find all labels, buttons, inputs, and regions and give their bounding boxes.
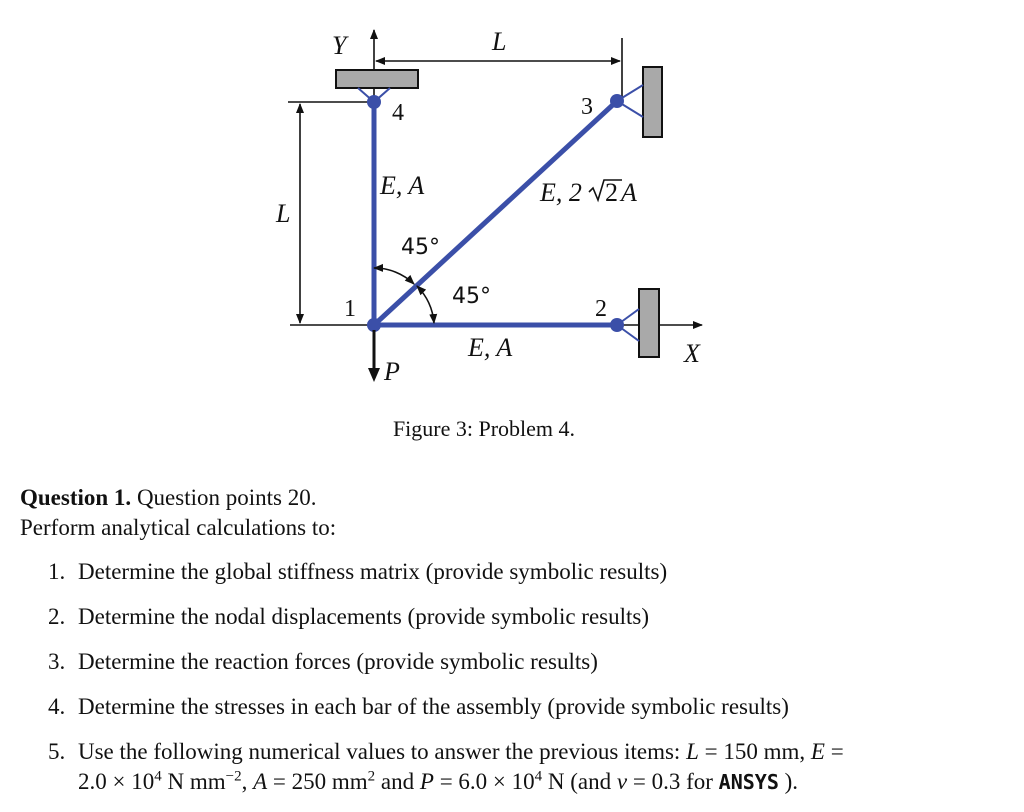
item5-E-exponent: 4: [154, 768, 162, 785]
node-1-label: 1: [344, 296, 356, 322]
node-2-label: 2: [595, 296, 607, 322]
node-4-label: 4: [392, 100, 404, 126]
list-item-number: 3.: [48, 649, 66, 674]
bar-horizontal-label: E, A: [468, 333, 513, 362]
svg-text:E, 2: E, 2: [540, 178, 582, 207]
item5-nu-symbol: ν: [616, 769, 628, 794]
question-intro: Perform analytical calculations to:: [20, 515, 337, 540]
item5-E-unit-exponent: −2: [225, 768, 242, 785]
item5-A-exponent: 2: [367, 768, 376, 785]
list-item-numerical-values: [20, 737, 1010, 797]
figure-caption: Figure 3: Problem 4.: [392, 416, 576, 441]
dimension-left: [275, 102, 372, 323]
y-axis-label: Y: [332, 31, 347, 60]
question-list: [20, 557, 1010, 797]
list-item: [20, 557, 1010, 587]
item5-A-value: = 250 mm: [267, 769, 368, 794]
x-axis-label: X: [684, 339, 700, 368]
load-p: [368, 330, 400, 386]
list-item-text: Determine the stresses in each bar of the assembly (provide symbolic results): [78, 694, 789, 719]
load-p-label: P: [384, 357, 400, 386]
item5-ansys: ANSYS: [718, 770, 779, 794]
question-title: Question 1.: [20, 485, 132, 510]
list-item-text: Determine the nodal displacements (provide symbolic results): [78, 604, 650, 629]
node-4: [367, 95, 381, 109]
item5-E-unit: N mm: [161, 769, 226, 794]
list-item-text: Determine the reaction forces (provide symbolic results): [78, 649, 598, 674]
list-item-text: Determine the global stiffness matrix (provide symbolic results): [78, 559, 668, 584]
item5-E-equals: =: [824, 739, 844, 764]
node-1: [367, 318, 381, 332]
item5-L-value: = 150 mm,: [698, 739, 811, 764]
question-header: [20, 483, 1010, 513]
item5-L-symbol: L: [686, 739, 699, 764]
angle-lower: [417, 284, 491, 323]
list-item-number: 2.: [48, 604, 66, 629]
list-item: [20, 602, 1010, 632]
list-item: [20, 647, 1010, 677]
dimension-left-label: L: [276, 199, 291, 228]
item5-E-symbol: E: [810, 739, 825, 764]
item5-nu-value: = 0.3 for: [627, 769, 719, 794]
list-item: [20, 692, 1010, 722]
item5-P-exponent: 4: [534, 768, 543, 785]
item5-and: and: [375, 769, 420, 794]
list-item-number: 5.: [48, 739, 66, 764]
node-2: [610, 318, 624, 332]
item5-P-value: = 6.0 × 10: [433, 769, 535, 794]
item5-end: ).: [778, 769, 799, 794]
dimension-top: [376, 27, 622, 102]
node-3: [610, 94, 624, 108]
dimension-top-label: L: [492, 27, 507, 56]
bar-diagonal-suffix: A: [621, 178, 637, 207]
item5-E-value: 2.0 × 10: [78, 769, 155, 794]
bar-diagonal: [374, 101, 617, 325]
bar-vertical-label: E, A: [380, 171, 425, 200]
question-block: [20, 483, 1010, 812]
angle-upper-label: 45°: [401, 235, 440, 260]
item5-text: Use the following numerical values to answer the previous items:: [78, 739, 687, 764]
item5-P-symbol: P: [419, 769, 434, 794]
item5-separator: ,: [241, 769, 254, 794]
bar-diagonal-label: [539, 178, 637, 207]
list-item-number: 1.: [48, 559, 66, 584]
item5-A-symbol: A: [253, 769, 268, 794]
list-item-number: 4.: [48, 694, 66, 719]
node-3-label: 3: [581, 94, 593, 120]
bar-diagonal-root: 2: [605, 178, 618, 207]
angle-lower-label: 45°: [452, 284, 491, 309]
question-points: Question points 20.: [136, 485, 317, 510]
item5-P-unit: N (and: [542, 769, 617, 794]
